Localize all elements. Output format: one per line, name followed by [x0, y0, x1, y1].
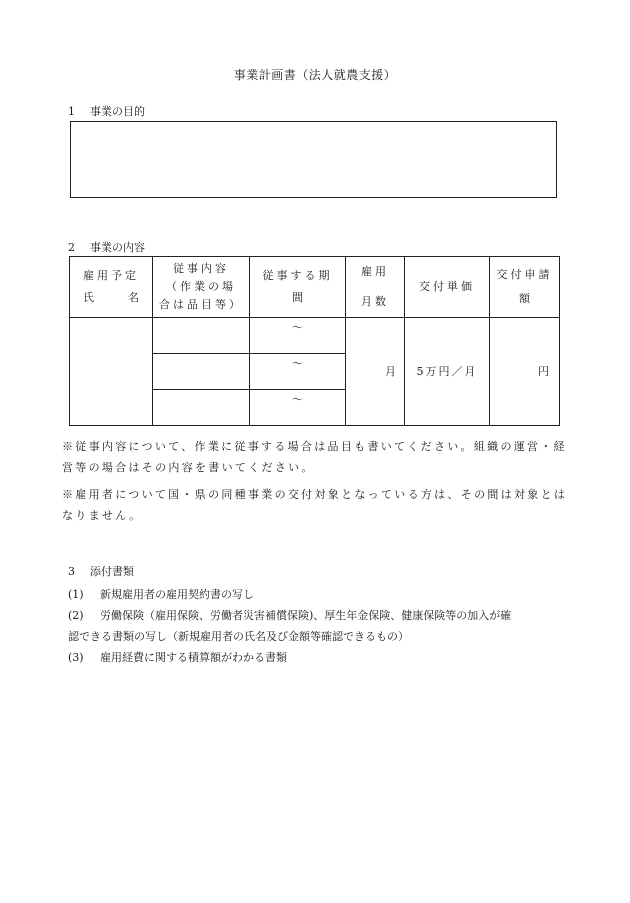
header-months: 雇用 月数	[346, 257, 405, 318]
notes	[62, 436, 570, 532]
section3-number: 3	[68, 565, 75, 578]
header-amount: 交付申請 額	[490, 257, 560, 318]
section2-number: 2	[68, 241, 75, 254]
section1-number: 1	[68, 105, 75, 118]
unit-price-cell: 5万円／月	[405, 318, 490, 426]
table-row	[70, 318, 560, 354]
attachment-item: (3) 雇用経費に関する積算額がわかる書類	[68, 651, 287, 664]
note-employee-eligibility: ※雇用者について国・県の同種事業の交付対象となっている方は、その間は対象とはなりません。	[62, 488, 568, 522]
section2-title: 事業の内容	[90, 241, 145, 254]
attachment-item: (1) 新規雇用者の雇用契約書の写し	[68, 588, 254, 601]
work-content-cell[interactable]	[153, 318, 250, 354]
attachment-item: (2) 労働保険（雇用保険、労働者災害補償保険)、厚生年金保険、健康保険等の加入が確	[68, 609, 512, 622]
section2-heading	[68, 239, 145, 255]
period-cell[interactable]: ～	[250, 354, 346, 390]
purpose-input-box[interactable]	[70, 121, 557, 198]
work-content-cell[interactable]	[153, 390, 250, 426]
months-cell[interactable]: 月	[346, 318, 405, 426]
table-header-row	[70, 257, 560, 318]
document-title: 事業計画書（法人就農支援）	[233, 68, 397, 82]
header-work-content: 従事内容 （作業の場 合は品目等）	[153, 257, 250, 318]
content-table	[69, 256, 560, 426]
note-work-content: ※従事内容について、作業に従事する場合は品目も書いてください。組織の運営・経営等の場合はその内容を書いてください。	[62, 440, 567, 474]
header-unit-price: 交付単価	[405, 257, 490, 318]
section1-heading	[68, 103, 145, 119]
section1-title: 事業の目的	[90, 105, 145, 118]
work-content-cell[interactable]	[153, 354, 250, 390]
header-employee-name: 雇用予定 氏 名	[70, 257, 153, 318]
period-cell[interactable]: ～	[250, 390, 346, 426]
attachments-section	[68, 561, 578, 668]
period-cell[interactable]: ～	[250, 318, 346, 354]
attachment-item-continuation: 認できる書類の写し（新規雇用者の氏名及び金額等確認できるもの）	[68, 630, 409, 643]
employee-name-cell[interactable]	[70, 318, 153, 426]
amount-cell[interactable]: 円	[490, 318, 560, 426]
section3-title: 添付書類	[90, 565, 134, 578]
section3-heading	[68, 561, 578, 582]
header-period: 従事する期 間	[250, 257, 346, 318]
